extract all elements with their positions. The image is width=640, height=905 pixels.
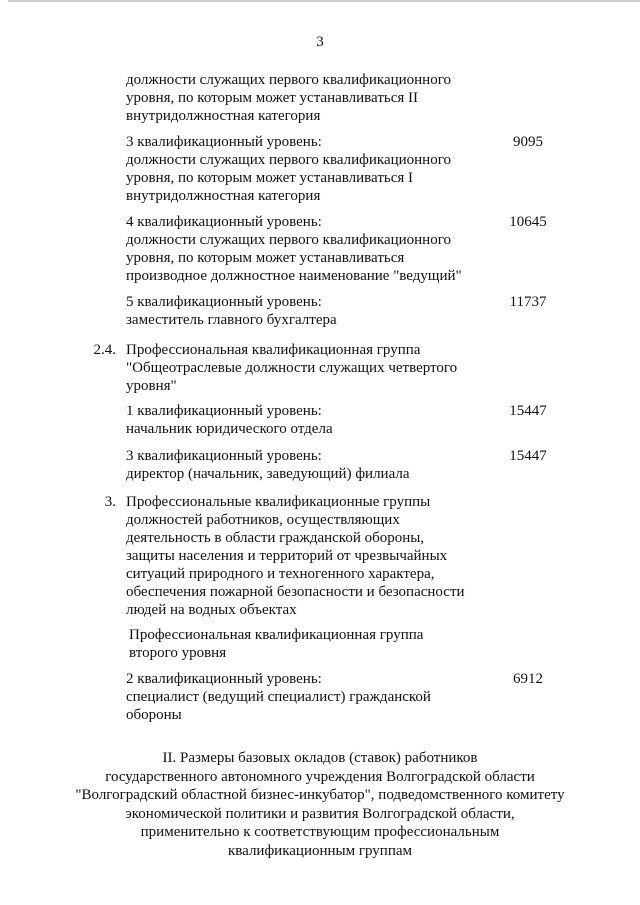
entry-number: 2.4. [93,342,116,358]
entry-text-line: уровня, по которым может устанавливаться II [126,90,419,106]
heading-line: применительно к соответствующим профессиональным [140,824,500,841]
entry-text-line: 4 квалификационный уровень: [126,214,322,230]
salary-value: 11737 [509,294,547,310]
entry-text-line: деятельность в области гражданской обороны, [126,530,425,546]
section-heading [0,749,640,861]
entry-text-line: 2 квалификационный уровень: [126,671,322,687]
entry-description [126,293,486,329]
entry-text-line: 5 квалификационный уровень: [126,294,322,310]
salary-value: 15447 [509,448,547,464]
entry-text-line: Профессиональные квалификационные группы [126,494,431,510]
entry-description [126,133,486,205]
entry-text-line: защиты населения и территорий от чрезвычайных [126,548,448,564]
salary-value: 10645 [509,214,547,230]
entry-text-line: специалист (ведущий специалист) гражданской [126,689,431,705]
entry-text-line: второго уровня [129,645,227,661]
entry-description [126,213,486,285]
heading-line: II. Размеры базовых окладов (ставок) работников [162,750,478,766]
entry-text-line: "Общеотраслевые должности служащих четвертого [126,360,458,376]
heading-line: квалификационным группам [227,842,413,859]
entry-text-line: должности служащих первого квалификационного [126,232,451,248]
scan-edge-line [8,0,640,2]
entry-text-line: внутридолжностная категория [126,108,321,124]
entry-text-line: производное должностное наименование "ведущий" [126,268,462,284]
entry-text-line: начальник юридического отдела [126,421,333,437]
entry-text-line: должностей работников, осуществляющих [126,512,400,528]
entry-number: 3. [104,494,116,510]
entry-text-line: людей на водных объектах [126,602,297,618]
entry-text-line: 1 квалификационный уровень: [126,403,322,419]
entry-text-line: уровня" [126,378,177,394]
entry-description [126,71,486,125]
entry-text-line: должности служащих первого квалификационного [126,72,451,88]
entry-text-line: должности служащих первого квалификационного [126,152,451,168]
heading-line: экономической политики и развития Волгоградской области, [125,805,515,822]
page-number: 3 [316,34,324,50]
heading-line: "Волгоградский областной бизнес-инкубатор", подведомственного комитету [75,787,565,804]
entry-description [126,341,486,395]
entry-description [126,402,486,438]
salary-value: 6912 [513,671,543,687]
entry-text-line: обеспечения пожарной безопасности и безопасности [126,584,465,600]
entry-text-line: внутридолжностная категория [126,188,321,204]
entry-text-line: 3 квалификационный уровень: [126,134,322,150]
entry-text-line: директор (начальник, заведующий) филиала [126,466,410,482]
entry-text-line: Профессиональная квалификационная группа [129,627,424,643]
entry-text-line: Профессиональная квалификационная группа [126,342,421,358]
entry-description [126,447,486,483]
entry-description [126,670,486,724]
entry-text-line: уровня, по которым может устанавливаться I [126,170,414,186]
entry-text-line: обороны [126,707,182,723]
salary-value: 9095 [513,134,543,150]
entry-text-line: заместитель главного бухгалтера [126,312,337,328]
heading-line: государственного автономного учреждения Волгоградской области [105,768,535,785]
entry-text-line: уровня, по которым может устанавливаться [126,250,405,266]
salary-value: 15447 [509,403,547,419]
entry-text-line: 3 квалификационный уровень: [126,448,322,464]
entry-description [129,626,489,662]
entry-description [126,493,486,619]
entry-text-line: ситуаций природного и техногенного характера, [126,566,435,582]
